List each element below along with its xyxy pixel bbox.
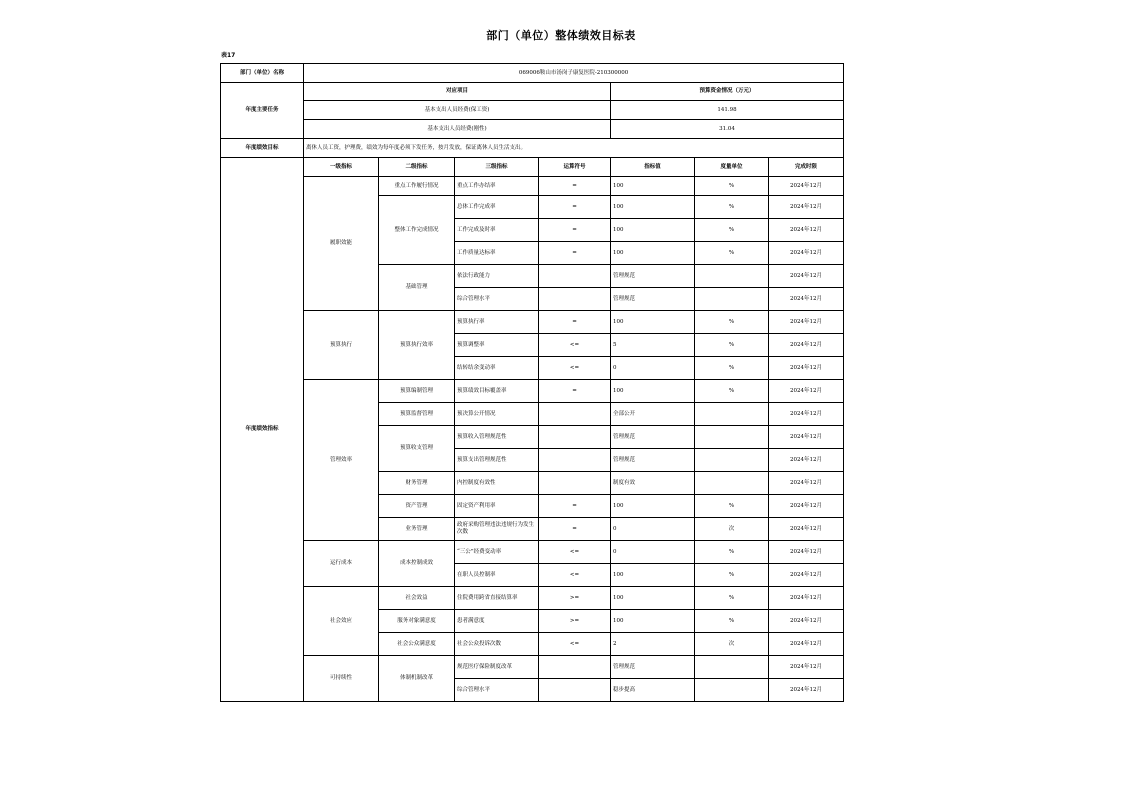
level2-indicator: 资产管理 [379, 495, 455, 518]
indicator-row [221, 541, 844, 564]
performance-table [220, 63, 844, 702]
indicators-label: 年度绩效指标 [221, 158, 304, 702]
operator [539, 449, 611, 472]
target-value: 100 [611, 610, 695, 633]
task-project: 基本支出人员经费(刚性) [304, 120, 611, 139]
level3-indicator: 预算绩效目标覆盖率 [455, 380, 539, 403]
target-value: 管理规范 [611, 265, 695, 288]
target-value: 100 [611, 587, 695, 610]
task-project: 基本支出人员经费(保工资) [304, 101, 611, 120]
level3-indicator: 工作完成及时率 [455, 219, 539, 242]
deadline: 2024年12月 [769, 242, 844, 265]
operator [539, 288, 611, 311]
target-value: 全部公开 [611, 403, 695, 426]
deadline: 2024年12月 [769, 633, 844, 656]
level3-indicator: 规范医疗保险制度改革 [455, 656, 539, 679]
level3-indicator: 综合管理水平 [455, 679, 539, 702]
operator [539, 679, 611, 702]
level3-indicator: 综合管理水平 [455, 288, 539, 311]
level3-indicator: 总体工作完成率 [455, 196, 539, 219]
tasks-amount-header: 预算资金情况（万元） [611, 83, 844, 101]
level2-indicator: 基础管理 [379, 265, 455, 311]
level2-indicator: 业务管理 [379, 518, 455, 541]
operator [539, 403, 611, 426]
level2-indicator: 预算编制管理 [379, 380, 455, 403]
level2-indicator: 体制机制改革 [379, 656, 455, 702]
operator: = [539, 219, 611, 242]
level3-indicator: 依法行政能力 [455, 265, 539, 288]
measure-unit [695, 426, 769, 449]
dept-row [221, 64, 844, 83]
level3-indicator: 预算执行率 [455, 311, 539, 334]
target-value: 管理规范 [611, 656, 695, 679]
target-value: 2 [611, 633, 695, 656]
target-value: 100 [611, 311, 695, 334]
measure-unit: % [695, 219, 769, 242]
operator: = [539, 242, 611, 265]
operator: <= [539, 633, 611, 656]
indicator-row [221, 656, 844, 679]
operator [539, 265, 611, 288]
measure-unit: % [695, 380, 769, 403]
measure-unit: % [695, 177, 769, 196]
table-number: 表17 [221, 52, 236, 59]
header-level1: 一级指标 [304, 158, 379, 177]
operator: = [539, 495, 611, 518]
page-title: 部门（单位）整体绩效目标表 [486, 29, 636, 42]
operator [539, 656, 611, 679]
operator: = [539, 311, 611, 334]
level2-indicator: 整体工作完成情况 [379, 196, 455, 265]
target-value: 100 [611, 196, 695, 219]
target-value: 5 [611, 334, 695, 357]
target-value: 管理规范 [611, 426, 695, 449]
level3-indicator: 患者满意度 [455, 610, 539, 633]
level2-indicator: 社会公众满意度 [379, 633, 455, 656]
tasks-project-header: 对应项目 [304, 83, 611, 101]
deadline: 2024年12月 [769, 541, 844, 564]
goal-row [221, 139, 844, 158]
level3-indicator: “三公”经费变动率 [455, 541, 539, 564]
level3-indicator: 预决算公开情况 [455, 403, 539, 426]
deadline: 2024年12月 [769, 472, 844, 495]
target-value: 0 [611, 518, 695, 541]
measure-unit: 次 [695, 518, 769, 541]
operator [539, 426, 611, 449]
operator: >= [539, 587, 611, 610]
level3-indicator: 预算支出管理规范性 [455, 449, 539, 472]
target-value: 管理规范 [611, 288, 695, 311]
operator [539, 472, 611, 495]
level3-indicator: 预算收入管理规范性 [455, 426, 539, 449]
level1-indicator: 预算执行 [304, 311, 379, 380]
operator: <= [539, 541, 611, 564]
deadline: 2024年12月 [769, 403, 844, 426]
deadline: 2024年12月 [769, 449, 844, 472]
target-value: 100 [611, 177, 695, 196]
measure-unit [695, 288, 769, 311]
header-level3: 三级指标 [455, 158, 539, 177]
deadline: 2024年12月 [769, 177, 844, 196]
operator: <= [539, 564, 611, 587]
measure-unit: % [695, 495, 769, 518]
level3-indicator: 预算调整率 [455, 334, 539, 357]
level3-indicator: 在职人员控制率 [455, 564, 539, 587]
measure-unit: 次 [695, 633, 769, 656]
header-unit: 度量单位 [695, 158, 769, 177]
level3-indicator: 内控制度有效性 [455, 472, 539, 495]
measure-unit [695, 449, 769, 472]
deadline: 2024年12月 [769, 380, 844, 403]
measure-unit: % [695, 587, 769, 610]
measure-unit [695, 679, 769, 702]
measure-unit [695, 403, 769, 426]
measure-unit: % [695, 357, 769, 380]
deadline: 2024年12月 [769, 518, 844, 541]
target-value: 稳步提高 [611, 679, 695, 702]
level3-indicator: 住院费用跨省直接结算率 [455, 587, 539, 610]
dept-label: 部门（单位）名称 [221, 64, 304, 83]
target-value: 100 [611, 380, 695, 403]
level1-indicator: 社会效应 [304, 587, 379, 656]
measure-unit: % [695, 242, 769, 265]
deadline: 2024年12月 [769, 265, 844, 288]
indicator-row [221, 311, 844, 334]
level2-indicator: 社会效益 [379, 587, 455, 610]
header-deadline: 完成时限 [769, 158, 844, 177]
header-level2: 二级指标 [379, 158, 455, 177]
target-value: 0 [611, 541, 695, 564]
deadline: 2024年12月 [769, 334, 844, 357]
target-value: 管理规范 [611, 449, 695, 472]
header-operator: 运算符号 [539, 158, 611, 177]
level2-indicator: 重点工作履行情况 [379, 177, 455, 196]
task-amount: 31.04 [611, 120, 844, 139]
level1-indicator: 可持续性 [304, 656, 379, 702]
target-value: 0 [611, 357, 695, 380]
target-value: 100 [611, 219, 695, 242]
operator: = [539, 196, 611, 219]
level1-indicator: 管理效率 [304, 380, 379, 541]
level3-indicator: 政府采购管理违法违规行为发生次数 [455, 518, 539, 541]
task-amount: 141.98 [611, 101, 844, 120]
target-value: 100 [611, 242, 695, 265]
deadline: 2024年12月 [769, 656, 844, 679]
operator: = [539, 518, 611, 541]
level3-indicator: 工作质量达标率 [455, 242, 539, 265]
deadline: 2024年12月 [769, 311, 844, 334]
level3-indicator: 结转结余变动率 [455, 357, 539, 380]
measure-unit [695, 265, 769, 288]
goal-label: 年度绩效目标 [221, 139, 304, 158]
measure-unit: % [695, 564, 769, 587]
tasks-header-row [221, 83, 844, 101]
operator: <= [539, 357, 611, 380]
indicator-header-row [221, 158, 844, 177]
indicator-row [221, 587, 844, 610]
measure-unit [695, 472, 769, 495]
level3-indicator: 固定资产利用率 [455, 495, 539, 518]
measure-unit: % [695, 334, 769, 357]
level3-indicator: 重点工作办结率 [455, 177, 539, 196]
indicator-row [221, 380, 844, 403]
task-row [221, 120, 844, 139]
level1-indicator: 履职效能 [304, 177, 379, 311]
operator: <= [539, 334, 611, 357]
deadline: 2024年12月 [769, 196, 844, 219]
level2-indicator: 财务管理 [379, 472, 455, 495]
deadline: 2024年12月 [769, 426, 844, 449]
operator: = [539, 380, 611, 403]
measure-unit: % [695, 610, 769, 633]
operator: >= [539, 610, 611, 633]
dept-value: 069006鞍山市汤岗子康复医院-210300000 [304, 64, 844, 83]
deadline: 2024年12月 [769, 610, 844, 633]
level3-indicator: 社会公众投诉次数 [455, 633, 539, 656]
target-value: 制度有效 [611, 472, 695, 495]
level2-indicator: 预算执行效率 [379, 311, 455, 380]
operator: = [539, 177, 611, 196]
deadline: 2024年12月 [769, 564, 844, 587]
indicator-row [221, 177, 844, 196]
target-value: 100 [611, 564, 695, 587]
deadline: 2024年12月 [769, 587, 844, 610]
measure-unit: % [695, 196, 769, 219]
deadline: 2024年12月 [769, 288, 844, 311]
level2-indicator: 服务对象满意度 [379, 610, 455, 633]
header-value: 指标值 [611, 158, 695, 177]
level1-indicator: 运行成本 [304, 541, 379, 587]
tasks-label: 年度主要任务 [221, 83, 304, 139]
deadline: 2024年12月 [769, 495, 844, 518]
deadline: 2024年12月 [769, 357, 844, 380]
measure-unit: % [695, 311, 769, 334]
deadline: 2024年12月 [769, 219, 844, 242]
goal-text: 离休人员工资，护理费，绩效为每年度必须下发任务，按月发放，保证离休人员生活支出。 [304, 139, 844, 158]
level2-indicator: 成本控制成效 [379, 541, 455, 587]
measure-unit: % [695, 541, 769, 564]
measure-unit [695, 656, 769, 679]
deadline: 2024年12月 [769, 679, 844, 702]
level2-indicator: 预算收支管理 [379, 426, 455, 472]
task-row [221, 101, 844, 120]
target-value: 100 [611, 495, 695, 518]
level2-indicator: 预算监督管理 [379, 403, 455, 426]
